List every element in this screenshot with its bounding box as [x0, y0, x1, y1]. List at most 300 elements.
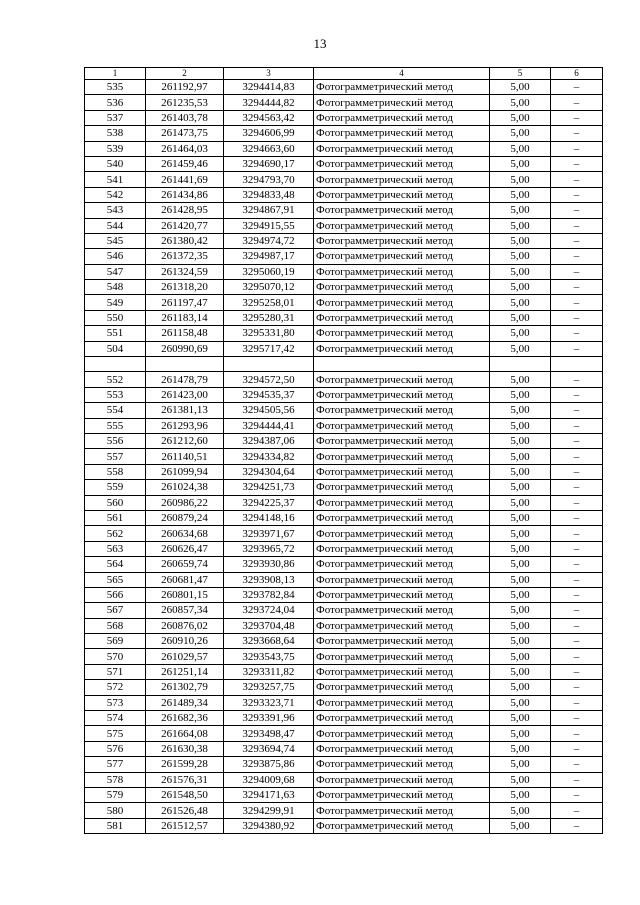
method-cell: Фотограмметрический метод	[314, 618, 490, 633]
point-number-cell: 568	[85, 618, 146, 633]
dash-cell: –	[551, 218, 603, 233]
accuracy-cell: 5,00	[490, 495, 551, 510]
table-row	[85, 572, 603, 587]
point-number-cell: 561	[85, 510, 146, 525]
x-coordinate-cell: 261423,00	[146, 387, 224, 402]
point-number-cell: 543	[85, 203, 146, 218]
table-row	[85, 172, 603, 187]
accuracy-cell: 5,00	[490, 557, 551, 572]
page-number: 13	[313, 36, 327, 51]
dash-cell: –	[551, 326, 603, 341]
dash-cell: –	[551, 126, 603, 141]
accuracy-cell: 5,00	[490, 326, 551, 341]
method-cell: Фотограмметрический метод	[314, 803, 490, 818]
accuracy-cell: 5,00	[490, 726, 551, 741]
x-coordinate-cell: 261380,42	[146, 233, 224, 248]
y-coordinate-cell: 3294171,63	[224, 787, 314, 802]
y-coordinate-cell: 3293323,71	[224, 695, 314, 710]
y-coordinate-cell: 3295717,42	[224, 341, 314, 356]
y-coordinate-cell: 3295258,01	[224, 295, 314, 310]
accuracy-cell: 5,00	[490, 541, 551, 556]
dash-cell: –	[551, 341, 603, 356]
x-coordinate-cell: 261235,53	[146, 95, 224, 110]
table-row	[85, 664, 603, 679]
y-coordinate-cell: 3295070,12	[224, 280, 314, 295]
method-cell: Фотограмметрический метод	[314, 203, 490, 218]
point-number-cell: 539	[85, 141, 146, 156]
x-coordinate-cell: 261512,57	[146, 818, 224, 833]
table-row	[85, 603, 603, 618]
method-cell: Фотограмметрический метод	[314, 526, 490, 541]
y-coordinate-cell: 3294299,91	[224, 803, 314, 818]
accuracy-cell: 5,00	[490, 310, 551, 325]
point-number-cell: 547	[85, 264, 146, 279]
y-coordinate-cell: 3293391,96	[224, 711, 314, 726]
x-coordinate-cell: 261029,57	[146, 649, 224, 664]
dash-cell: –	[551, 95, 603, 110]
y-coordinate-cell: 3294663,60	[224, 141, 314, 156]
dash-cell: –	[551, 787, 603, 802]
y-coordinate-cell: 3294225,37	[224, 495, 314, 510]
method-cell: Фотограмметрический метод	[314, 80, 490, 95]
accuracy-cell: 5,00	[490, 711, 551, 726]
table-row	[85, 233, 603, 248]
table-row	[85, 156, 603, 171]
table-row	[85, 803, 603, 818]
empty-cell	[224, 357, 314, 372]
y-coordinate-cell: 3294535,37	[224, 387, 314, 402]
point-number-cell: 567	[85, 603, 146, 618]
x-coordinate-cell: 261664,08	[146, 726, 224, 741]
x-coordinate-cell: 261318,20	[146, 280, 224, 295]
table-row	[85, 495, 603, 510]
x-coordinate-cell: 261099,94	[146, 464, 224, 479]
dash-cell: –	[551, 310, 603, 325]
x-coordinate-cell: 260857,34	[146, 603, 224, 618]
table-row	[85, 187, 603, 202]
point-number-cell: 555	[85, 418, 146, 433]
accuracy-cell: 5,00	[490, 803, 551, 818]
column-header: 3	[224, 68, 314, 80]
y-coordinate-cell: 3293668,64	[224, 634, 314, 649]
dash-cell: –	[551, 695, 603, 710]
dash-cell: –	[551, 203, 603, 218]
x-coordinate-cell: 261158,48	[146, 326, 224, 341]
dash-cell: –	[551, 649, 603, 664]
table-row	[85, 787, 603, 802]
x-coordinate-cell: 261302,79	[146, 680, 224, 695]
y-coordinate-cell: 3294380,92	[224, 818, 314, 833]
point-number-cell: 538	[85, 126, 146, 141]
empty-cell	[314, 357, 490, 372]
accuracy-cell: 5,00	[490, 664, 551, 679]
accuracy-cell: 5,00	[490, 126, 551, 141]
dash-cell: –	[551, 110, 603, 125]
accuracy-cell: 5,00	[490, 572, 551, 587]
accuracy-cell: 5,00	[490, 418, 551, 433]
dash-cell: –	[551, 634, 603, 649]
dash-cell: –	[551, 141, 603, 156]
method-cell: Фотограмметрический метод	[314, 280, 490, 295]
dash-cell: –	[551, 526, 603, 541]
y-coordinate-cell: 3294572,50	[224, 372, 314, 387]
method-cell: Фотограмметрический метод	[314, 464, 490, 479]
method-cell: Фотограмметрический метод	[314, 387, 490, 402]
x-coordinate-cell: 261682,36	[146, 711, 224, 726]
dash-cell: –	[551, 664, 603, 679]
y-coordinate-cell: 3294606,99	[224, 126, 314, 141]
x-coordinate-cell: 261473,75	[146, 126, 224, 141]
method-cell: Фотограмметрический метод	[314, 295, 490, 310]
table-row	[85, 464, 603, 479]
point-number-cell: 565	[85, 572, 146, 587]
y-coordinate-cell: 3294690,17	[224, 156, 314, 171]
point-number-cell: 537	[85, 110, 146, 125]
point-number-cell: 579	[85, 787, 146, 802]
method-cell: Фотограмметрический метод	[314, 572, 490, 587]
accuracy-cell: 5,00	[490, 480, 551, 495]
accuracy-cell: 5,00	[490, 372, 551, 387]
dash-cell: –	[551, 711, 603, 726]
point-number-cell: 558	[85, 464, 146, 479]
x-coordinate-cell: 261293,96	[146, 418, 224, 433]
method-cell: Фотограмметрический метод	[314, 403, 490, 418]
dash-cell: –	[551, 726, 603, 741]
dash-cell: –	[551, 264, 603, 279]
accuracy-cell: 5,00	[490, 295, 551, 310]
table-row	[85, 680, 603, 695]
method-cell: Фотограмметрический метод	[314, 95, 490, 110]
accuracy-cell: 5,00	[490, 387, 551, 402]
table-row	[85, 526, 603, 541]
x-coordinate-cell: 261197,47	[146, 295, 224, 310]
table-row	[85, 141, 603, 156]
y-coordinate-cell: 3293930,86	[224, 557, 314, 572]
column-header: 4	[314, 68, 490, 80]
table-row	[85, 203, 603, 218]
column-header: 2	[146, 68, 224, 80]
x-coordinate-cell: 261381,13	[146, 403, 224, 418]
x-coordinate-cell: 260801,15	[146, 587, 224, 602]
dash-cell: –	[551, 172, 603, 187]
table-row	[85, 403, 603, 418]
point-number-cell: 553	[85, 387, 146, 402]
point-number-cell: 540	[85, 156, 146, 171]
method-cell: Фотограмметрический метод	[314, 695, 490, 710]
y-coordinate-cell: 3293724,04	[224, 603, 314, 618]
y-coordinate-cell: 3294009,68	[224, 772, 314, 787]
point-number-cell: 541	[85, 172, 146, 187]
accuracy-cell: 5,00	[490, 156, 551, 171]
y-coordinate-cell: 3294833,48	[224, 187, 314, 202]
dash-cell: –	[551, 803, 603, 818]
accuracy-cell: 5,00	[490, 403, 551, 418]
accuracy-cell: 5,00	[490, 141, 551, 156]
accuracy-cell: 5,00	[490, 172, 551, 187]
point-number-cell: 564	[85, 557, 146, 572]
point-number-cell: 559	[85, 480, 146, 495]
point-number-cell: 570	[85, 649, 146, 664]
method-cell: Фотограмметрический метод	[314, 541, 490, 556]
x-coordinate-cell: 261420,77	[146, 218, 224, 233]
point-number-cell: 576	[85, 741, 146, 756]
x-coordinate-cell: 260681,47	[146, 572, 224, 587]
y-coordinate-cell: 3294974,72	[224, 233, 314, 248]
dash-cell: –	[551, 557, 603, 572]
x-coordinate-cell: 261441,69	[146, 172, 224, 187]
y-coordinate-cell: 3295060,19	[224, 264, 314, 279]
method-cell: Фотограмметрический метод	[314, 634, 490, 649]
point-number-cell: 504	[85, 341, 146, 356]
method-cell: Фотограмметрический метод	[314, 218, 490, 233]
accuracy-cell: 5,00	[490, 249, 551, 264]
empty-cell	[551, 357, 603, 372]
accuracy-cell: 5,00	[490, 203, 551, 218]
method-cell: Фотограмметрический метод	[314, 495, 490, 510]
point-number-cell: 574	[85, 711, 146, 726]
y-coordinate-cell: 3294867,91	[224, 203, 314, 218]
point-number-cell: 572	[85, 680, 146, 695]
table-row	[85, 295, 603, 310]
y-coordinate-cell: 3294987,17	[224, 249, 314, 264]
column-header: 1	[85, 68, 146, 80]
accuracy-cell: 5,00	[490, 634, 551, 649]
coordinates-table	[84, 67, 603, 834]
table-row	[85, 449, 603, 464]
point-number-cell: 556	[85, 433, 146, 448]
x-coordinate-cell: 260659,74	[146, 557, 224, 572]
table-row	[85, 818, 603, 833]
table-row	[85, 695, 603, 710]
dash-cell: –	[551, 741, 603, 756]
method-cell: Фотограмметрический метод	[314, 680, 490, 695]
dash-cell: –	[551, 387, 603, 402]
dash-cell: –	[551, 418, 603, 433]
x-coordinate-cell: 261526,48	[146, 803, 224, 818]
accuracy-cell: 5,00	[490, 464, 551, 479]
table-row	[85, 372, 603, 387]
point-number-cell: 563	[85, 541, 146, 556]
table-row	[85, 757, 603, 772]
dash-cell: –	[551, 156, 603, 171]
point-number-cell: 546	[85, 249, 146, 264]
dash-cell: –	[551, 587, 603, 602]
method-cell: Фотограмметрический метод	[314, 480, 490, 495]
y-coordinate-cell: 3293971,67	[224, 526, 314, 541]
table-row	[85, 557, 603, 572]
x-coordinate-cell: 261459,46	[146, 156, 224, 171]
method-cell: Фотограмметрический метод	[314, 741, 490, 756]
table-row	[85, 326, 603, 341]
y-coordinate-cell: 3294414,83	[224, 80, 314, 95]
y-coordinate-cell: 3293782,84	[224, 587, 314, 602]
method-cell: Фотограмметрический метод	[314, 341, 490, 356]
table-row	[85, 95, 603, 110]
method-cell: Фотограмметрический метод	[314, 757, 490, 772]
x-coordinate-cell: 261548,50	[146, 787, 224, 802]
x-coordinate-cell: 261324,59	[146, 264, 224, 279]
x-coordinate-cell: 260879,24	[146, 510, 224, 525]
point-number-cell: 554	[85, 403, 146, 418]
method-cell: Фотограмметрический метод	[314, 141, 490, 156]
point-number-cell: 562	[85, 526, 146, 541]
method-cell: Фотограмметрический метод	[314, 649, 490, 664]
y-coordinate-cell: 3294563,42	[224, 110, 314, 125]
empty-cell	[490, 357, 551, 372]
table-row	[85, 433, 603, 448]
x-coordinate-cell: 261464,03	[146, 141, 224, 156]
dash-cell: –	[551, 510, 603, 525]
dash-cell: –	[551, 280, 603, 295]
method-cell: Фотограмметрический метод	[314, 310, 490, 325]
y-coordinate-cell: 3293704,48	[224, 618, 314, 633]
dash-cell: –	[551, 572, 603, 587]
table-row	[85, 480, 603, 495]
x-coordinate-cell: 261403,78	[146, 110, 224, 125]
accuracy-cell: 5,00	[490, 510, 551, 525]
y-coordinate-cell: 3293965,72	[224, 541, 314, 556]
x-coordinate-cell: 261478,79	[146, 372, 224, 387]
point-number-cell: 550	[85, 310, 146, 325]
y-coordinate-cell: 3294251,73	[224, 480, 314, 495]
table-row	[85, 126, 603, 141]
y-coordinate-cell: 3294505,56	[224, 403, 314, 418]
table-row	[85, 80, 603, 95]
accuracy-cell: 5,00	[490, 218, 551, 233]
y-coordinate-cell: 3294387,06	[224, 433, 314, 448]
method-cell: Фотограмметрический метод	[314, 187, 490, 202]
dash-cell: –	[551, 772, 603, 787]
point-number-cell: 545	[85, 233, 146, 248]
x-coordinate-cell: 261140,51	[146, 449, 224, 464]
x-coordinate-cell: 261599,28	[146, 757, 224, 772]
accuracy-cell: 5,00	[490, 526, 551, 541]
point-number-cell: 557	[85, 449, 146, 464]
method-cell: Фотограмметрический метод	[314, 418, 490, 433]
table-row	[85, 110, 603, 125]
method-cell: Фотограмметрический метод	[314, 433, 490, 448]
method-cell: Фотограмметрический метод	[314, 264, 490, 279]
method-cell: Фотограмметрический метод	[314, 772, 490, 787]
accuracy-cell: 5,00	[490, 264, 551, 279]
method-cell: Фотограмметрический метод	[314, 156, 490, 171]
method-cell: Фотограмметрический метод	[314, 818, 490, 833]
column-header: 6	[551, 68, 603, 80]
accuracy-cell: 5,00	[490, 587, 551, 602]
point-number-cell: 569	[85, 634, 146, 649]
table-row	[85, 249, 603, 264]
table-row	[85, 418, 603, 433]
method-cell: Фотограмметрический метод	[314, 110, 490, 125]
y-coordinate-cell: 3295280,31	[224, 310, 314, 325]
y-coordinate-cell: 3293311,82	[224, 664, 314, 679]
point-number-cell: 560	[85, 495, 146, 510]
accuracy-cell: 5,00	[490, 772, 551, 787]
dash-cell: –	[551, 757, 603, 772]
point-number-cell: 536	[85, 95, 146, 110]
point-number-cell: 566	[85, 587, 146, 602]
method-cell: Фотограмметрический метод	[314, 126, 490, 141]
accuracy-cell: 5,00	[490, 233, 551, 248]
accuracy-cell: 5,00	[490, 603, 551, 618]
y-coordinate-cell: 3295331,80	[224, 326, 314, 341]
table-row	[85, 741, 603, 756]
accuracy-cell: 5,00	[490, 449, 551, 464]
dash-cell: –	[551, 480, 603, 495]
x-coordinate-cell: 261630,38	[146, 741, 224, 756]
table-row	[85, 772, 603, 787]
x-coordinate-cell: 260626,47	[146, 541, 224, 556]
table-row	[85, 587, 603, 602]
point-number-cell: 575	[85, 726, 146, 741]
accuracy-cell: 5,00	[490, 618, 551, 633]
x-coordinate-cell: 261434,86	[146, 187, 224, 202]
x-coordinate-cell: 261576,31	[146, 772, 224, 787]
accuracy-cell: 5,00	[490, 110, 551, 125]
point-number-cell: 549	[85, 295, 146, 310]
accuracy-cell: 5,00	[490, 187, 551, 202]
table-row	[85, 280, 603, 295]
table-row	[85, 711, 603, 726]
dash-cell: –	[551, 541, 603, 556]
point-number-cell: 535	[85, 80, 146, 95]
point-number-cell: 548	[85, 280, 146, 295]
table-row	[85, 726, 603, 741]
dash-cell: –	[551, 618, 603, 633]
point-number-cell: 551	[85, 326, 146, 341]
y-coordinate-cell: 3294915,55	[224, 218, 314, 233]
method-cell: Фотограмметрический метод	[314, 326, 490, 341]
dash-cell: –	[551, 295, 603, 310]
x-coordinate-cell: 261489,34	[146, 695, 224, 710]
method-cell: Фотограмметрический метод	[314, 233, 490, 248]
dash-cell: –	[551, 372, 603, 387]
accuracy-cell: 5,00	[490, 341, 551, 356]
dash-cell: –	[551, 495, 603, 510]
y-coordinate-cell: 3294334,82	[224, 449, 314, 464]
dash-cell: –	[551, 464, 603, 479]
method-cell: Фотограмметрический метод	[314, 603, 490, 618]
y-coordinate-cell: 3293908,13	[224, 572, 314, 587]
point-number-cell: 571	[85, 664, 146, 679]
table-row	[85, 618, 603, 633]
accuracy-cell: 5,00	[490, 695, 551, 710]
y-coordinate-cell: 3293875,86	[224, 757, 314, 772]
y-coordinate-cell: 3293694,74	[224, 741, 314, 756]
point-number-cell: 578	[85, 772, 146, 787]
method-cell: Фотограмметрический метод	[314, 510, 490, 525]
table-row	[85, 634, 603, 649]
table-row	[85, 649, 603, 664]
dash-cell: –	[551, 80, 603, 95]
y-coordinate-cell: 3294304,64	[224, 464, 314, 479]
accuracy-cell: 5,00	[490, 433, 551, 448]
method-cell: Фотограмметрический метод	[314, 249, 490, 264]
dash-cell: –	[551, 233, 603, 248]
method-cell: Фотограмметрический метод	[314, 711, 490, 726]
dash-cell: –	[551, 818, 603, 833]
accuracy-cell: 5,00	[490, 787, 551, 802]
point-number-cell: 577	[85, 757, 146, 772]
dash-cell: –	[551, 449, 603, 464]
empty-cell	[146, 357, 224, 372]
accuracy-cell: 5,00	[490, 649, 551, 664]
point-number-cell: 581	[85, 818, 146, 833]
table-header-row	[85, 68, 603, 80]
dash-cell: –	[551, 603, 603, 618]
x-coordinate-cell: 260634,68	[146, 526, 224, 541]
y-coordinate-cell: 3294444,41	[224, 418, 314, 433]
